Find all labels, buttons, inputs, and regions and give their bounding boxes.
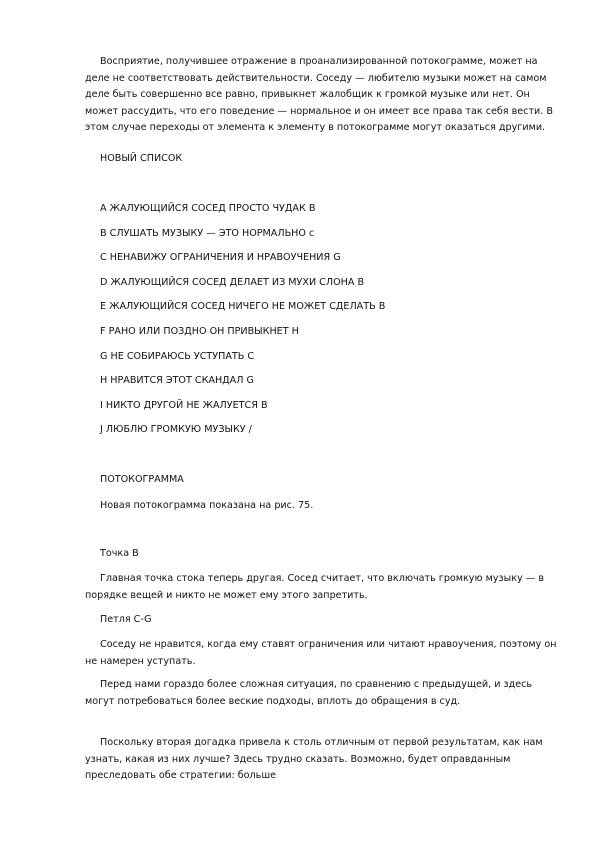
- list-item: [100, 226, 385, 251]
- item-next: B: [260, 399, 268, 411]
- list-heading: НОВЫЙ СПИСОК: [100, 153, 183, 164]
- item-text: НЕ СОБИРАЮСЬ УСТУПАТЬ: [110, 350, 245, 362]
- list-item: [100, 201, 385, 226]
- item-code: G: [100, 350, 108, 362]
- item-code: B: [100, 227, 107, 239]
- item-text: ЛЮБЛЮ ГРОМКУЮ МУЗЫКУ: [105, 424, 246, 436]
- list-item: [100, 422, 385, 447]
- item-code: A: [100, 203, 107, 214]
- item-code: I: [100, 399, 103, 411]
- list-item: [100, 373, 385, 398]
- item-text: ЖАЛУЮЩИЙСЯ СОСЕД НИЧЕГО НЕ МОЖЕТ СДЕЛАТЬ: [109, 301, 376, 313]
- item-next: /: [248, 424, 252, 436]
- list-item: [100, 349, 385, 374]
- flowchart-caption: Новая потокограмма показана на рис. 75.: [100, 500, 314, 511]
- list-item: [100, 275, 385, 300]
- code-list: [100, 201, 385, 447]
- item-code: H: [100, 375, 108, 387]
- item-next: C: [247, 350, 255, 362]
- list-item: [100, 250, 385, 275]
- item-code: D: [100, 276, 108, 288]
- item-text: СЛУШАТЬ МУЗЫКУ — ЭТО НОРМАЛЬНО: [109, 227, 306, 239]
- item-next: c: [309, 227, 315, 239]
- item-code: J: [100, 424, 103, 436]
- item-text: ЖАЛУЮЩИЙСЯ СОСЕД ПРОСТО ЧУДАК: [109, 203, 306, 214]
- loop-paragraph: Соседу не нравится, когда ему ставят ограничения или читают нравоучения, поэтому он не намерен уступать.: [85, 639, 557, 667]
- item-next: B: [357, 276, 365, 288]
- item-next: B: [308, 203, 316, 214]
- item-text: НРАВИТСЯ ЭТОТ СКАНДАЛ: [110, 375, 244, 387]
- list-item: [100, 299, 385, 324]
- loop-heading: Петля C-G: [100, 614, 152, 625]
- item-text: РАНО ИЛИ ПОЗДНО ОН ПРИВЫКНЕТ: [108, 325, 289, 337]
- point-paragraph: Главная точка стока теперь другая. Сосед считает, что включать громкую музыку — в порядке вещей и никто не может ему этого запретить.: [85, 573, 545, 601]
- final-paragraph: Поскольку вторая догадка привела к столь отличным от первой результатам, как нам узнать, какая из них лучше? Здесь трудно сказать. Возможно, будет оправданным преследовать обе стратегии: больше: [85, 737, 543, 781]
- complex-paragraph: Перед нами гораздо более сложная ситуация, по сравнению с предыдущей, и здесь могут потребоваться более веские подходы, вплоть до обращения в суд.: [85, 679, 533, 707]
- item-code: F: [100, 325, 106, 337]
- point-heading: Точка B: [100, 548, 139, 559]
- list-item: [100, 398, 385, 423]
- item-next: G: [246, 375, 254, 387]
- item-text: НЕНАВИЖУ ОГРАНИЧЕНИЯ И НРАВОУЧЕНИЯ: [109, 252, 331, 264]
- item-next: H: [291, 325, 299, 337]
- item-text: НИКТО ДРУГОЙ НЕ ЖАЛУЕТСЯ: [105, 399, 258, 411]
- intro-paragraph: Восприятие, получившее отражение в проанализированной потокограмме, может на деле не соответствовать действительности. Соседу — любителю музыки может на самом деле быть совершенно все равно, привыкнет жалобщик к громкой музыке или нет. Он может рассудить, что его поведение — нормальное и он имеет все права так себя вести. В этом случае переходы от элемента к элементу в потокограмме могут оказаться другими.: [85, 56, 553, 133]
- item-next: G: [333, 252, 341, 264]
- flowchart-heading: ПОТОКОГРАММА: [100, 474, 184, 485]
- item-next: B: [378, 301, 386, 313]
- item-code: C: [100, 252, 107, 264]
- item-code: E: [100, 301, 107, 313]
- item-text: ЖАЛУЮЩИЙСЯ СОСЕД ДЕЛАЕТ ИЗ МУХИ СЛОНА: [110, 276, 355, 288]
- list-item: [100, 324, 385, 349]
